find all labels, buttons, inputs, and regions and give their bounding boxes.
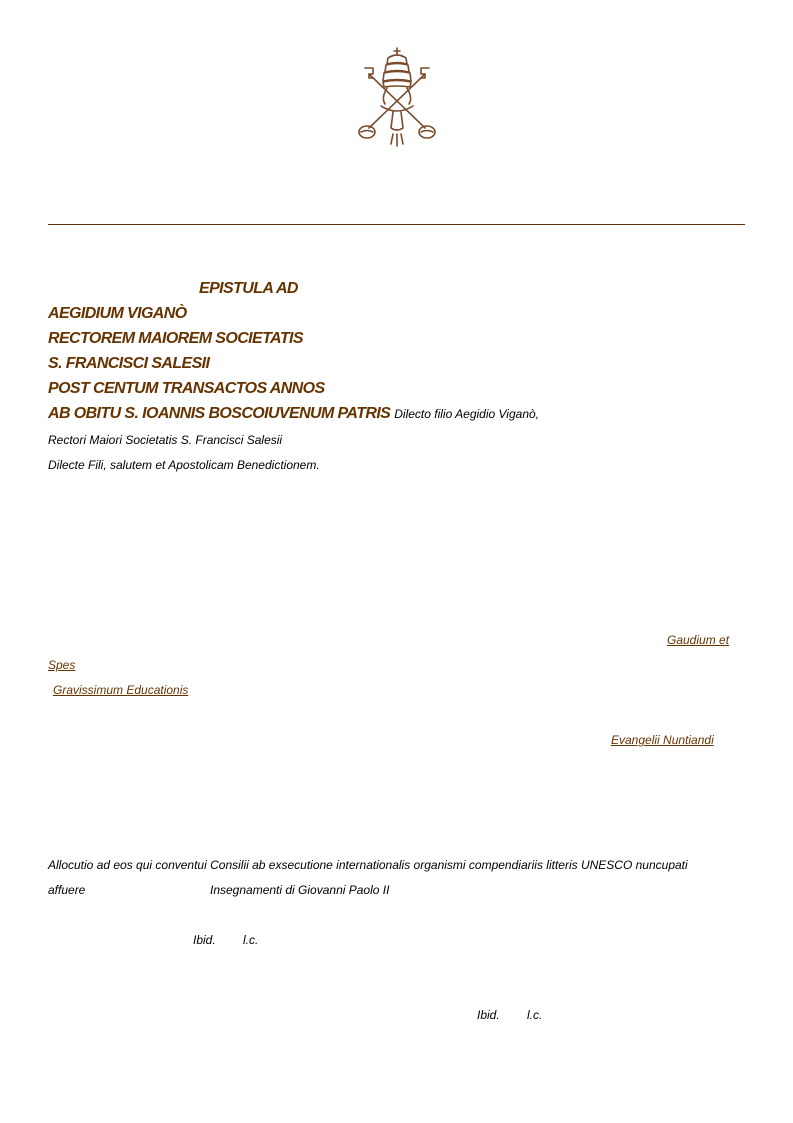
gaudium-et-spes-link[interactable]: Gaudium et <box>667 633 730 647</box>
title-line-3: RECTOREM MAIOREM SOCIETATIS <box>48 330 303 347</box>
title-line-6-text: AB OBITU S. IOANNIS BOSCOIUVENUM PATRIS <box>48 405 391 422</box>
footnote-allocutio: Allocutio ad eos qui conventui Consilii ab exsecutione internationalis organismi compendiariis litteris UNESCO nuncupati <box>48 858 688 872</box>
papal-keys-tiara-emblem-icon <box>355 46 439 148</box>
title-line-1: EPISTULA AD <box>199 280 298 297</box>
title-line-5: POST CENTUM TRANSACTOS ANNOS <box>48 380 325 397</box>
footnote-ibid-1: Ibid. <box>193 933 216 947</box>
footnote-affuere: affuere <box>48 883 86 897</box>
title-line-4: S. FRANCISCI SALESII <box>48 355 210 372</box>
title-line-2: AEGIDIUM VIGANÒ <box>48 305 187 322</box>
address-line-1: Dilecto filio Aegidio Viganò, <box>394 407 540 421</box>
footnote-ibid-2: Ibid. <box>477 1008 500 1022</box>
header-divider <box>48 224 745 225</box>
footnote-insegnamenti: Insegnamenti di Giovanni Paolo II <box>210 883 390 897</box>
footnote-lc-2: l.c. <box>527 1008 543 1022</box>
gravissimum-educationis-link[interactable]: Gravissimum Educationis <box>53 683 189 697</box>
greeting: Dilecte Fili, salutem et Apostolicam Benedictionem. <box>48 458 320 472</box>
address-line-2: Rectori Maiori Societatis S. Francisci Salesii <box>48 433 283 447</box>
footnote-lc-1: l.c. <box>243 933 259 947</box>
title-line-6 <box>48 404 539 424</box>
evangelii-nuntiandi-link[interactable]: Evangelii Nuntiandi <box>611 733 714 747</box>
gaudium-et-spes-link-cont[interactable]: Spes <box>48 658 76 672</box>
